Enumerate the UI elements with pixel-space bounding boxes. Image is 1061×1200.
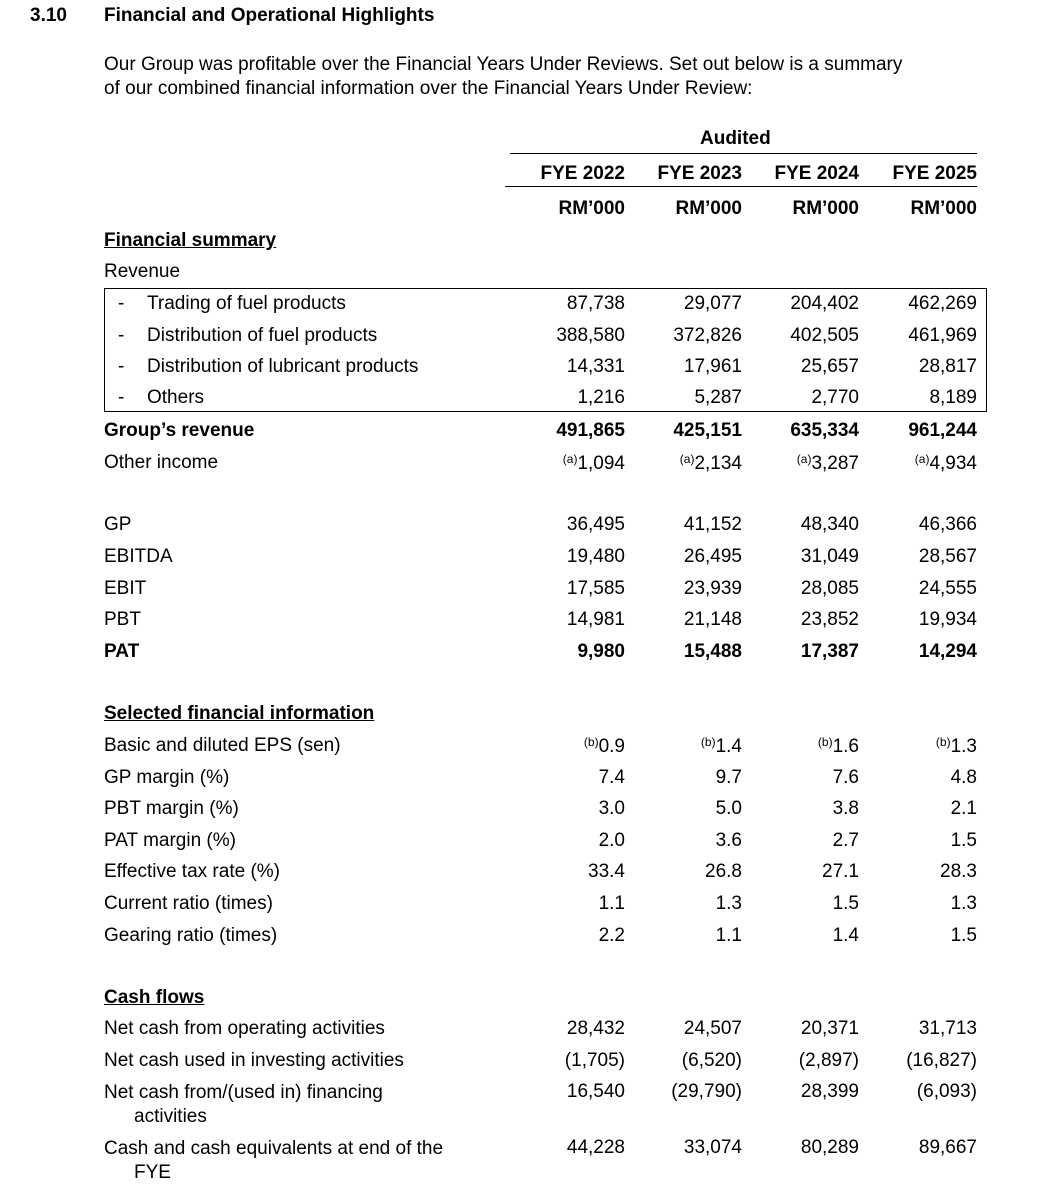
table-cell: 2.7 [832,830,859,851]
table-cell: 31,713 [918,1018,977,1039]
audited-divider [510,153,977,154]
table-cell: 20,371 [800,1018,859,1039]
table-cell: 80,289 [800,1137,859,1158]
table-cell: 26,495 [683,546,742,567]
table-cell: (2,897) [798,1050,859,1071]
table-cell: 28,432 [566,1018,625,1039]
table-cell: 87,738 [566,293,625,314]
table-cell: 1.3 [715,893,742,914]
table-cell: 17,387 [800,641,859,662]
section-number: 3.10 [30,5,67,26]
table-cell: 26.8 [705,861,742,882]
table-cell: 14,981 [566,609,625,630]
table-cell: 7.4 [598,767,625,788]
table-cell: 461,969 [908,325,977,346]
table-cell: 28,085 [800,578,859,599]
table-cell: 29,077 [683,293,742,314]
table-cell: 3.0 [598,798,625,819]
table-cell: 635,334 [790,420,859,441]
row-label: Effective tax rate (%) [104,861,280,882]
table-cell: 17,961 [683,356,742,377]
table-cell: 1.3 [950,893,977,914]
row-label: EBITDA [104,546,173,567]
table-cell: $^{(a)}$3,287 [796,452,859,474]
row-label: Net cash from/(used in) financing activities [104,1082,383,1127]
list-dash: - [118,325,125,346]
table-cell: 5.0 [715,798,742,819]
table-cell: 2,770 [811,387,859,408]
year-header-2024: FYE 2024 [739,163,859,187]
table-cell: 21,148 [683,609,742,630]
table-cell: 33,074 [683,1137,742,1158]
table-cell: 1.4 [832,925,859,946]
table-cell: 462,269 [908,293,977,314]
row-label: PBT margin (%) [104,798,239,819]
row-label: Net cash from operating activities [104,1018,385,1039]
table-cell: 372,826 [673,325,742,346]
table-cell: 14,294 [918,641,977,662]
footnote-marker: (b) [817,735,833,749]
row-label: PBT [104,609,141,630]
list-dash: - [118,293,125,314]
table-cell: 402,505 [790,325,859,346]
table-cell: 9,980 [577,641,625,662]
table-cell: $^{(a)}$1,094 [562,452,625,474]
table-cell: 14,331 [566,356,625,377]
footnote-marker: (a) [562,452,578,466]
table-cell: 1.1 [715,925,742,946]
table-cell: 204,402 [790,293,859,314]
year-header-2023: FYE 2023 [622,163,742,187]
revenue-label: Revenue [104,261,181,282]
table-cell: (16,827) [906,1050,977,1071]
table-cell: 23,852 [800,609,859,630]
footnote-marker: (a) [914,452,930,466]
table-cell: 3.8 [832,798,859,819]
table-cell: $^{(a)}$4,934 [914,452,977,474]
table-cell: 2.0 [598,830,625,851]
footnote-marker: (a) [679,452,695,466]
table-cell: 5,287 [694,387,742,408]
table-cell: (29,790) [671,1081,742,1102]
table-cell: 7.6 [832,767,859,788]
year-header-2022: FYE 2022 [505,163,625,187]
table-cell: 28,399 [800,1081,859,1102]
footnote-marker: (b) [935,735,951,749]
table-cell: $^{(b)}$1.4 [700,735,742,757]
selected-info-heading: Selected financial information [104,703,375,724]
section-title: Financial and Operational Highlights [104,5,435,26]
table-cell: 8,189 [929,387,977,408]
table-cell: 16,540 [566,1081,625,1102]
table-cell: 33.4 [588,861,625,882]
table-cell: 388,580 [556,325,625,346]
table-cell: 28,817 [918,356,977,377]
table-cell: 9.7 [715,767,742,788]
unit-header-2025: RM’000 [910,198,977,219]
table-cell: 2.1 [950,798,977,819]
row-label: Gearing ratio (times) [104,925,278,946]
table-cell: $^{(b)}$1.6 [817,735,859,757]
table-cell: 17,585 [566,578,625,599]
segment-label: Distribution of lubricant products [147,356,419,377]
table-cell: 23,939 [683,578,742,599]
table-cell: $^{(b)}$0.9 [583,735,625,757]
intro-line-2: of our combined financial information over the Financial Years Under Review: [104,78,753,99]
year-header-2025: FYE 2025 [857,163,977,187]
table-cell: 1.5 [950,925,977,946]
row-label: GP margin (%) [104,767,230,788]
unit-header-2024: RM’000 [792,198,859,219]
table-cell: 36,495 [566,514,625,535]
table-cell: 25,657 [800,356,859,377]
table-cell: 3.6 [715,830,742,851]
table-cell: 89,667 [918,1137,977,1158]
cash-flows-heading: Cash flows [104,987,205,1008]
table-cell: 46,366 [918,514,977,535]
row-label: EBIT [104,578,147,599]
other-income-label: Other income [104,452,219,473]
intro-line-1: Our Group was profitable over the Financial Years Under Reviews. Set out below is a summary [104,54,903,75]
table-cell: 961,244 [908,420,977,441]
footnote-marker: (b) [700,735,716,749]
table-cell: 1.5 [832,893,859,914]
unit-header-2022: RM’000 [558,198,625,219]
row-label: Net cash used in investing activities [104,1050,404,1071]
group-revenue-label: Group’s revenue [104,420,255,441]
table-cell: (1,705) [564,1050,625,1071]
unit-header-2023: RM’000 [675,198,742,219]
segment-label: Distribution of fuel products [147,325,378,346]
table-cell: 27.1 [822,861,859,882]
table-cell: 48,340 [800,514,859,535]
table-cell: 1.1 [598,893,625,914]
table-cell: 24,507 [683,1018,742,1039]
table-cell: 2.2 [598,925,625,946]
list-dash: - [118,356,125,377]
table-cell: 24,555 [918,578,977,599]
intro-paragraph [104,53,902,101]
table-cell: 31,049 [800,546,859,567]
financial-summary-heading: Financial summary [104,230,277,251]
segment-label: Trading of fuel products [147,293,346,314]
table-cell: 41,152 [683,514,742,535]
table-cell: 425,151 [673,420,742,441]
table-cell: 1.5 [950,830,977,851]
row-label: PAT [104,641,140,662]
table-cell: (6,520) [681,1050,742,1071]
footnote-marker: (a) [796,452,812,466]
table-cell: 28.3 [940,861,977,882]
list-dash: - [118,387,125,408]
row-label: PAT margin (%) [104,830,236,851]
row-label: Current ratio (times) [104,893,273,914]
table-cell: 15,488 [683,641,742,662]
footnote-marker: (b) [583,735,599,749]
table-cell: 28,567 [918,546,977,567]
table-cell: 491,865 [556,420,625,441]
table-cell: (6,093) [916,1081,977,1102]
row-label: Cash and cash equivalents at end of the FYE [104,1138,444,1183]
audited-label: Audited [700,128,771,149]
table-cell: 19,934 [918,609,977,630]
table-cell: 4.8 [950,767,977,788]
table-cell: 19,480 [566,546,625,567]
row-label: GP [104,514,132,535]
row-label: Basic and diluted EPS (sen) [104,735,341,756]
table-cell: $^{(b)}$1.3 [935,735,977,757]
table-cell: 1,216 [577,387,625,408]
table-cell: 44,228 [566,1137,625,1158]
table-cell: $^{(a)}$2,134 [679,452,742,474]
segment-label: Others [147,387,205,408]
